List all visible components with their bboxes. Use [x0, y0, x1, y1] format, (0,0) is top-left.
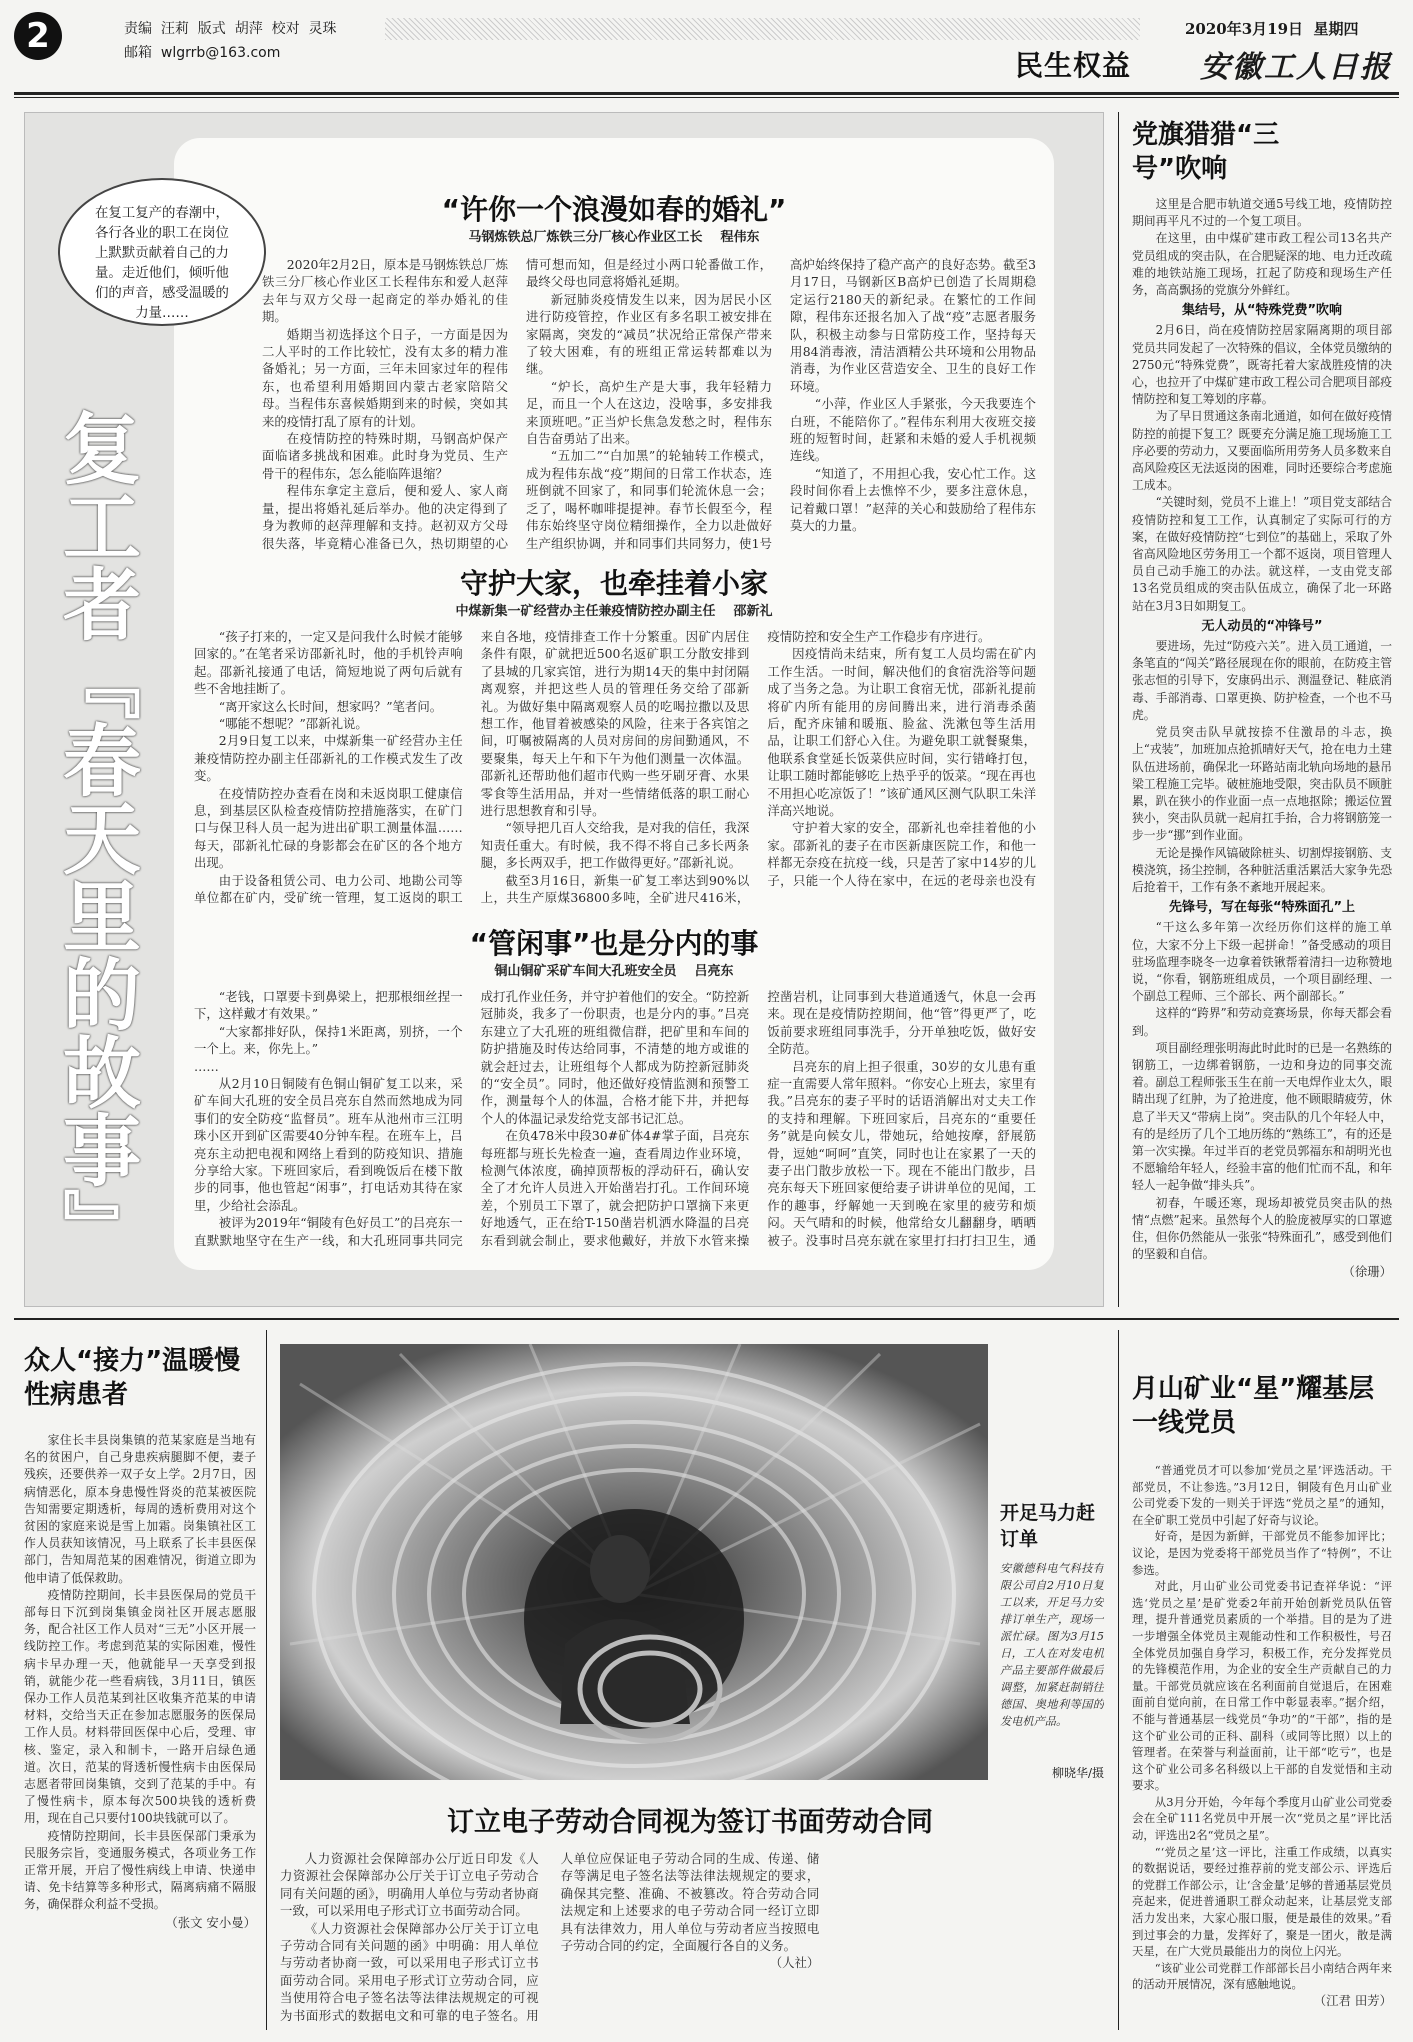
story2-paragraph: “领导把几百人交给我，是对我的信任，我深知责任重大。有时候，我不得不将自己多长两条腿，多长两双手，把工作做得更好。”邵新礼说。	[480, 820, 750, 871]
photo-illustration	[280, 1344, 988, 1780]
story1-paragraph: “知道了，不用担心我，安心忙工作。这段时间你看上去憔悴不少，要多注意休息，记着戴口罩！”赵萍的关心和鼓励给了程伟东莫大的力量。	[790, 465, 1036, 534]
story1-paragraph: “炉长，高炉生产是大事，我年轻精力足，而且一个人在这边，没啥事，多安排我来顶班吧。”正当炉长焦急发愁之时，程伟东自告奋勇站了出来。	[526, 378, 772, 447]
email-line: 邮箱 wlgrrb@163.com	[124, 45, 281, 61]
left-story-paragraph: 疫情防控期间，长丰县医保部门秉承为民服务宗旨，变通服务模式，各项业务工作正常开展，开启了慢性病线上申请、快递申请、免卡结算等多种形式，隔离病痛不隔服务，确保群众利益不受损。	[24, 1828, 256, 1912]
story1-paragraph: 程伟东拿定主意后，便和爱人、家人商量，提出将婚礼延后举办。他的决定得到了身为教师的赵萍理解和支持。赵初双方父母很失落，毕竟精心准备已久，热切期望的心情可想而知，但是经过小两口轮番做工作，最终父母也同意将婚礼延期。	[262, 257, 772, 551]
moon-mine-paragraph: 从3月分开始，今年每个季度月山矿业公司党委会在全矿111名党员中开展一次“党员之星”评比活动，评选出2名“党员之星”。	[1132, 1794, 1392, 1843]
story2-paragraph: 2月9日复工以来，中煤新集一矿经营办主任兼疫情防控办副主任邵新礼的工作模式发生了改变。	[194, 733, 463, 784]
story1-paragraph: “五加二”“白加黑”的轮轴转工作模式，成为程伟东战“疫”期间的日常工作状态，连班倒就不回家了，和同事们轮流休息一会；乏了，喝杯咖啡提提神。春节长假至今，程伟东始终坚守岗位精细操作，全力以赴做好生产组织协调，并和同事们共同努力，使1号高炉始终保持了稳产高产的良好态势。截至3月17日，马钢新区B高炉已创造了长周期稳定运行2180天的新纪录。在繁忙的工作间隙，程伟东还报名加入了战“疫”志愿者服务队，积极主动参与日常防疫工作，坚持每天用84消毒液，清洁酒精公共环境和公用物品消毒，为作业区营造安全、卫生的良好工作环境。	[526, 257, 1036, 551]
story2-subtitle: 中煤新集一矿经营办主任兼疫情防控办副主任 邵新礼	[455, 604, 773, 619]
moon-mine-paragraph: “‘党员之星’这一评比，注重工作成绩，以真实的数据说话，要经过推荐前的党支部公示、评选后的党群工作部公示，让‘含金量’足够的普通基层党员亮起来，促进普通职工群众动起来，让基层党支部活力发出来，大家心服口服，便是最佳的效果。”看到过事会的力量，发挥好了，聚是一团火，散是满天星，在广大党员最能出力的岗位上闪光。	[1132, 1844, 1392, 1959]
story3-paragraph: “大家都排好队，保持1米距离，别挤，一个一个上。来，你先上。”	[194, 1023, 463, 1057]
photo-caption-text: 安徽德科电气科技有限公司自2月10日复工以来，开足马力安排订单生产，现场一派忙碌。图为3月15日，工人在对发电机产品主要部件做最后调整，加紧赶制销往德国、奥地利等国的发电机产品。	[1000, 1562, 1104, 1728]
right-column-divider	[1118, 112, 1119, 1307]
right-byline: （徐珊）	[1342, 1264, 1392, 1280]
moon-mine-paragraph: 好奇，是因为新鲜，干部党员不能参加评比；议论，是因为党委将干部党员当作了“特例”，不让参选。	[1132, 1529, 1392, 1577]
right-paragraph: 2月6日，尚在疫情防控居家隔离期的项目部党员共同发起了一次特殊的倡议，全体党员缴纳的2750元“特殊党费”，既寄托着大家战胜疫情的决心，也拉开了中煤矿建市政工程公司合肥项目部疫情防控和复工筹划的序幕。	[1132, 323, 1392, 407]
story3-subtitle: 铜山铜矿采矿车间大孔班安全员 吕亮东	[494, 964, 734, 979]
photo-caption-title: 开足马力赶订单	[1000, 1502, 1096, 1550]
moon-mine-body	[1132, 1462, 1392, 2030]
left-story-paragraph: 疫情防控期间，长丰县医保局的党员干部每日下沉到岗集镇金岗社区开展志愿服务，配合社区工作人员对“三无”小区开展一线防控工作。考虑到范某的实际困难，慢性病卡早办理一天，他就能早一天享受到报销，就能少花一些看病钱，3月11日，镇医保办工作人员范某到社区收集齐范某的申请材料，交给当天正在参加志愿服务的医保局工作人员。材料带回医保中心后，受理、审核、鉴定，录入和制卡，一路开启绿色通道。次日，范某的肾透析慢性病卡由医保局志愿者带回岗集镇，交到了范某的手中。有了慢性病卡，原本每次500块钱的透析费用，现在自己只要付100块钱就可以了。	[24, 1587, 256, 1826]
masthead-pattern	[385, 18, 1140, 40]
moon-mine-byline: （江君 田芳）	[1313, 1993, 1392, 2008]
story3-paragraph: “老钱，口罩要卡到鼻梁上，把那根细丝捏一下，这样戴才有效果。”	[194, 989, 463, 1022]
issue-date: 2020年3月19日 星期四	[1185, 20, 1359, 38]
page-number-badge	[14, 12, 62, 60]
story1-paragraph: 新冠肺炎疫情发生以来，因为居民小区进行防疫管控，作业区有多名职工被安排在家隔离，突发的“减员”状况给正常保产带来了较大困难，有的班组正常运转都难以为继。	[526, 291, 772, 377]
left-story-paragraph: 家住长丰县岗集镇的范某家庭是当地有名的贫困户，自己身患疾病腿脚不便，妻子残疾，还要供养一双子女上学。2月7日，因病情恶化，原本身患慢性肾炎的范某被医院告知需要定期透析，每周的透析费用对这个贫困的家庭来说是雪上加霜。岗集镇社区工作人员获知该情况，马上联系了长丰县医保部门，告知周范某的困难情况，街道立即为他申请了低保救助。	[24, 1433, 256, 1585]
story3-paragraph: ……	[194, 1058, 219, 1074]
right-paragraph: “干这么多年第一次经历你们这样的施工单位，大家不分上下级一起拼命！”备受感动的项目驻场监理李晓冬一边拿着铁锹帮着清扫一边称赞地说，“你看，钢筋班组成员，一个项目副经理、一个副总工程师、三个部长、两个副部长。”	[1132, 920, 1392, 1004]
right-lead-paragraph: 在这里，由中煤矿建市政工程公司13名共产党员组成的突击队，在合肥疑深的地、电力迁改疏难的地铁站施工现场，扛起了防疫和现场生产任务，高高飘扬的党旗分外鲜红。	[1132, 231, 1392, 298]
moon-mine-paragraph: “该矿业公司党群工作部部长吕小南结合两年来的活动开展情况，深有感触地说。	[1132, 1960, 1392, 1992]
story3-paragraph: 在负478米中段30#矿体4#掌子面，吕亮东每班都与班长先检查一遍，查看周边作业环境，检测气体浓度，确掉顶帮板的浮动矸石，确认安全了才允许人员进入开始凿岩打孔。工作间环境差，个别员工下罩了，就会把防护口罩摘下来更好地透气，正在给T-150凿岩机洒水降温的吕亮东看到就会制止，要求他戴好，并放下水管来操控凿岩机，让同事到大巷道通透气，休息一会再来。现在是疫情防控期间，他“管”得更严了，吃饭前要求班组同事洗手，分开单独吃饭，做好安全防范。	[480, 989, 1036, 1248]
feature-intro: 在复工复产的春潮中，各行各业的职工在岗位上默默贡献着自己的力量。走近他们，倾听他们的声音，感受温暖的力量……	[95, 206, 229, 321]
story1-paragraph: 2020年2月2日，原本是马钢炼铁总厂炼铁三分厂核心作业区工长程伟东和爱人赵萍去年与双方父母一起商定的举办婚礼的佳期。	[262, 257, 508, 325]
right-article-title: 党旗猎猎“三号”吹响	[1132, 120, 1280, 184]
right-section-heading: 集结号，从“特殊党费”吹响	[1181, 303, 1343, 319]
story2-paragraph: “离开家这么长时间，想家吗？”笔者问。	[218, 698, 443, 714]
labor-contract-paragraph: 人力资源社会保障部办公厅近日印发《人力资源社会保障部办公厅关于订立电子劳动合同有关问题的函》，明确用人单位与劳动者协商一致，可以采用电子形式订立书面劳动合同。	[280, 1851, 539, 1919]
paper-name-logo: 安徽工人日报	[1200, 50, 1392, 85]
left-story-body	[24, 1432, 256, 2032]
lower-section-rule	[14, 1318, 1399, 1320]
photo-credit: 柳晓华/摄	[1051, 1766, 1104, 1780]
story1-title: “许你一个浪漫如春的婚礼”	[441, 193, 787, 226]
section-name: 民生权益	[1015, 49, 1132, 82]
page-number: 2	[26, 16, 50, 56]
right-paragraph: 初春，午暖还寒，现场却被党员突击队的热情“点燃”起来。虽然每个人的脸庞被厚实的口罩遮住，但你仍然能从一张张“特殊面孔”，感受到他们的坚毅和自信。	[1132, 1195, 1392, 1262]
masthead-rule	[14, 92, 1399, 95]
moon-mine-paragraph: 对此，月山矿业公司党委书记查祥华说：“评选‘党员之星’是矿党委2年前开始创新党员队伍管理，提升普通党员素质的一个举措。目的是为了进一步增强全体党员主观能动性和工作积极性，号召全体党员加强自身学习，积极工作，充分发挥党员的先锋模范作用，为企业的安全生产贡献自己的力量。干部党员就应该在名利面前自觉退后，在困难面前自觉向前，在日常工作中彰显表率。”据介绍，不能与普通基层一线党员“争功”的“干部”，指的是这个矿业公司的正科、副科（或同等比照）以上的管理者。在荣誉与利益面前，让干部“吃亏”，也是这个矿业公司多名科级以上干部的自发觉悟和主动要求。	[1132, 1579, 1392, 1793]
story1-paragraph: “小萍，作业区人手紧张，今天我要连个白班，不能陪你了。”程伟东利用大夜班交接班的短暂时间，赶紧和未婚的爱人手机视频连线。	[790, 396, 1036, 464]
story3-paragraph: 从2月10日铜陵有色铜山铜矿复工以来，采矿车间大孔班的安全员吕亮东自然而然地成为同事们的安全防疫“监督员”。班车从池州市三江明珠小区开到矿区需要40分钟车程。在班车上，吕亮东主动把电视和网络上看到的防疫知识、措施分享给大家。下班回家后，看到晚饭后在楼下散步的同事，他也管起“闲事”，打电话劝其待在家里，少给社会添乱。	[194, 1076, 463, 1213]
story2-paragraph: 守护着大家的安全，邵新礼也牵挂着他的小家。邵新礼的妻子在市医新康医院工作，和他一样都无奈疫在抗疫一线，只是苦了家中14岁的儿子，只能一个人待在家中，在远的老母亲也没有	[767, 820, 1036, 888]
story1-paragraph: 婚期当初选择这个日子，一方面是因为二人平时的工作比较忙，没有太多的精力准备婚礼；另一方面，三年未回家过年的程伟东，也希望利用婚期回内蒙古老家陪陪父母。当程伟东喜候婚期到来的时候，突如其来的疫情打乱了原有的计划。	[262, 326, 508, 429]
right-article-body	[1132, 196, 1392, 1304]
labor-contract-paragraph: 《人力资源社会保障部办公厅关于订立电子劳动合同有关问题的函》中明确：用人单位与劳动者协商一致，可以采用电子形式订立书面劳动合同。采用电子形式订立劳动合同，应当使用符合电子签名法等法律法规规定的可视为书面形式的数据电文和可靠的电子签名。用人单位应保证电子劳动合同的生成、传递、储存等满足电子签名法等法律法规规定的要求，确保其完整、准确、不被篡改。符合劳动合同法规定和上述要求的电子劳动合同一经订立即具有法律效力，用人单位与劳动者应当按照电子劳动合同的约定，全面履行各自的义务。	[280, 1851, 820, 2023]
right-paragraph: 为了早日贯通这条南北通道，如何在做好疫情防控的前提下复工？既要充分满足施工现场施工工序必要的劳动力，又要面临所用劳务人员多数来自高风险疫区无法返岗的困难，同时还要综合考虑施工成本。	[1132, 409, 1392, 493]
news-photo	[280, 1344, 988, 1780]
right-paragraph: 无论是操作风镐破除桩头、切割焊接钢筋、支模浇筑，扬尘控制，各种脏活重活累活大家争先恐后抢着干，工作有条不紊地开展起来。	[1132, 845, 1392, 894]
right-section-heading: 无人动员的“冲锋号”	[1201, 618, 1323, 634]
right-paragraph: “关键时刻，党员不上谁上！”项目党支部结合疫情防控和复工工作，认真制定了实际可行的方案，在做好疫情防控“七到位”的基础上，采取了外省高风险地区劳务用工一个都不返岗，项目管理人员自己动手施工的办法。就这样，一支由党支部13名党员组成的突击队伍成立，确保了北一环路站在3月3日如期复工。	[1132, 495, 1392, 613]
story2-title: 守护大家，也牵挂着小家	[459, 567, 768, 600]
story1-subtitle: 马钢炼铁总厂炼铁三分厂核心作业区工长 程伟东	[468, 230, 760, 245]
story1-paragraph: 在疫情防控的特殊时期，马钢高炉保产面临诸多挑战和困难。此时身为党员、生产骨干的程伟东，怎么能临阵退缩？	[262, 431, 508, 481]
story1-body	[262, 256, 1036, 556]
labor-contract-title: 订立电子劳动合同视为签订书面劳动合同	[447, 1807, 933, 1838]
right-section-heading: 先锋号，写在每张“特殊面孔”上	[1168, 900, 1356, 916]
story2-paragraph: “孩子打来的，一定又是问我什么时候才能够回家的。”在笔者采访邵新礼时，他的手机铃声响起。邵新礼接通了电话，简短地说了两句后就有些不舍地挂断了。	[194, 629, 463, 697]
story2-paragraph: “哪能不想呢？”邵新礼说。	[218, 716, 368, 732]
labor-contract-byline: （人社）	[769, 1955, 820, 1971]
masthead-rule-thin	[14, 97, 1399, 98]
right-paragraph: 党员突击队早就按捺不住激昂的斗志，换上“戎装”，加班加点抢抓晴好天气，抢在电力土建队伍进场前，确保北一环路站南北轨向场地的悬吊梁工程施工完毕。破桩施地受限，突击队员不顾脏累，趴在狭小的作业面一点一点地抠除；搬运位置狭小，突击队员就一起肩扛手抬，合力将钢筋笼一步一步“挪”到作业面。	[1132, 725, 1392, 843]
right-lower-divider	[1118, 1330, 1119, 2030]
moon-mine-title: 月山矿业“星”耀基层一线党员	[1132, 1374, 1375, 1438]
story3-paragraph: 被评为2019年“铜陵有色好员工”的吕亮东一直默默地坚守在生产一线，和大孔班同事共同完成打孔作业任务，并守护着他们的安全。“防控新冠肺炎，我多了一份职责，也是分内的事。”吕亮东建立了大孔班的班组微信群，把矿里和车间的防护措施及时传达给同事，不清楚的地方或谁的就会赶过去，让班组每个人都成为防控新冠肺炎的“安全员”。同时，他还做好疫情监测和预警工作，测量每个人的体温，合格才能下井，并把每个人的体温记录发给党支部书记汇总。	[194, 989, 750, 1248]
feature-vertical-title: 复工者『春天里的故事』	[50, 408, 140, 1266]
story2-paragraph: 因疫情尚未结束，所有复工人员均需在矿内工作生活。一时间，解决他们的食宿洗浴等问题成了当务之急。为让职工食宿无忧，邵新礼提前将矿内所有能用的房间腾出来，进行消毒杀菌后，配齐床铺和暖瓶、脸盆、洗漱包等生活用品，让职工们舒心入住。为避免职工就餐聚集，他联系食堂延长饭菜供应时间，实行错峰打包，让职工随时都能够吃上热乎乎的饭菜。“现在再也不用担心吃凉饭了！”该矿通风区测气队职工朱洋洋高兴地说。	[767, 646, 1036, 819]
story3-title: “管闲事”也是分内的事	[469, 927, 759, 960]
story3-paragraph: 吕亮东的肩上担子很重，30岁的女儿患有重症一直需要人常年照料。“你安心上班去，家里有我。”吕亮东的妻子平时的话语消解出对丈夫工作的支持和理解。下班回家后，吕亮东的“重要任务”就是向候女儿，带她玩，给她按摩，舒展筋骨，逗她“呵呵”直笑，同时也让在家累了一天的妻子出门散步放松一下。现在不能出门散步，吕亮东每天下班回家便给妻子讲讲单位的见闻，工作的趣事，纾解她一天到晚在家里的疲劳和烦闷。天气晴和的时候，他常给女儿翻翻身，晒晒被子。没事时吕亮东就在家里打扫打扫卫生，通	[767, 1058, 1036, 1248]
left-story-byline: （张文 安小曼）	[165, 1914, 256, 1930]
right-paragraph: 要进场，先过“防疫六关”。进入员工通道，一条笔直的“闯关”路径展现在你的眼前，在防疫主管张志恒的引导下，安康码出示、测温登记、鞋底消毒、手部消毒、口罩更换、防护检查，一个也不马虎。	[1132, 639, 1392, 722]
story2-paragraph: 由于设备租赁公司、电力公司、地勘公司等单位都在矿内，受矿统一管理，复工返岗的职工来自各地，疫情排查工作十分繁重。因矿内居住条件有限，矿就把近500名返矿职工分散安排到了县城的几家宾馆，进行为期14天的集中封闭隔离观察，并把这些人员的管理任务交给了邵新礼。为做好集中隔离观察人员的吃喝拉撒以及思想工作，他冒着被感染的风险，往来于各宾馆之间，叮嘱被隔离的人员对房间的房间勤通风，不要聚集，每天上午和下午为他们测量一次体温。邵新礼还帮助他们超市代购一些牙刷牙膏、水果零食等生活用品，并对一些情绪低落的职工耐心进行思想教育和引导。	[194, 629, 750, 906]
left-divider	[266, 1330, 267, 2030]
story2-paragraph: 在疫情防控办查看在岗和未返岗职工健康信息，到基层区队检查疫情防控措施落实，在矿门口与保卫科人员一起为进出矿职工测量体温……每天，邵新礼忙碌的身影都会在矿区的各个地方出现。	[194, 785, 463, 871]
right-paragraph: 这样的“跨界”和劳动竞赛场景，你每天都会看到。	[1132, 1006, 1392, 1038]
story2-paragraph: 截至3月16日，新集一矿复工率达到90%以上，共生产原煤36800多吨，全矿进尺416米，疫情防控和安全生产工作稳步有序进行。	[480, 629, 991, 906]
right-lead-paragraph: 这里是合肥市轨道交通5号线工地，疫情防控期间再平凡不过的一个复工项目。	[1132, 197, 1392, 229]
right-paragraph: 项目副经理张明海此时此时的已是一名熟练的钢筋工，一边绑着钢筋，一边和身边的同事交流着。副总工程师张玉生在前一天电焊作业太久，眼睛出现了红肿，为了抢进度，他不顾眼睛疲劳，休息了半天又“带病上岗”。突击队的几个年轻人中，有的是经历了几个工地历练的“熟练工”，有的还是第一次实操。年过半百的老党员郭福东和胡明光也不愿输给年轻人，经验丰富的他们忙而不乱，和年轻人一起争做“排头兵”。	[1132, 1040, 1392, 1193]
editor-line: 责编 汪莉 版式 胡萍 校对 灵珠	[124, 21, 337, 37]
moon-mine-paragraph: “普通党员才可以参加‘党员之星’评选活动。干部党员，不让参选。”3月12日，铜陵有色月山矿业公司党委下发的一则关于评选“党员之星”的通知，在全矿职工党员中引起了好奇与议论。	[1132, 1463, 1392, 1527]
story2-body	[194, 628, 1036, 910]
story3-body	[194, 988, 1036, 1264]
left-story-title: 众人“接力”温暖慢性病患者	[24, 1346, 241, 1410]
labor-contract-body	[280, 1850, 1100, 2030]
